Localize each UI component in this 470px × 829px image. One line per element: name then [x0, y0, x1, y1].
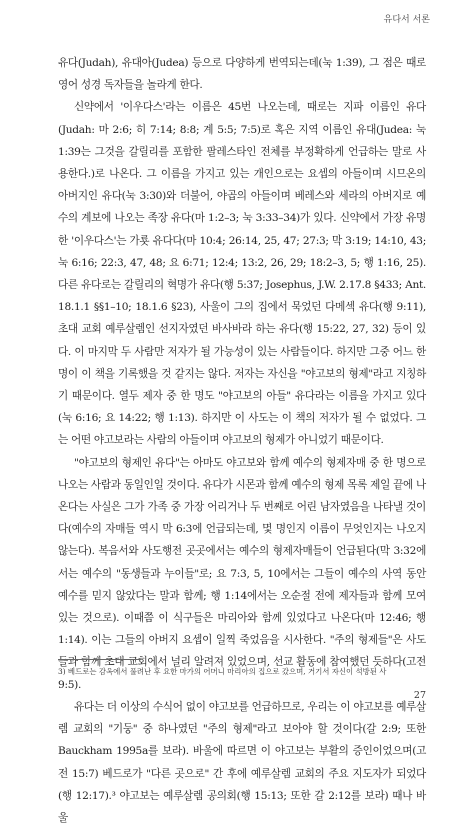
page-number: 27: [413, 690, 426, 701]
paragraph-1: 유다(Judah), 유대아(Judea) 등으로 다양하게 번역되는데(눅 1:39), 그 점은 때로 영어 성경 독자들을 놀라게 한다.: [58, 57, 426, 92]
footnote: 3) 베드로는 감옥에서 풀려난 후 요한 마가의 어머니 마리아의 집으로 갔으며, 거기서 자신이 석방된 사: [58, 667, 387, 676]
footnote-divider: [58, 659, 140, 660]
running-header: 유다서 서론: [383, 15, 430, 25]
paragraph-3: "야고보의 형제인 유다"는 아마도 야고보와 함께 예수의 형제자매 중 한 명으로 나오는 사람과 동일인일 것이다. 유다가 시몬과 함께 예수의 형제 목록 제일 끝에 나온다는 사실은 그가 가족 중 가장 어리거나 두 번째로 어린 남자였음을 나타낼 것이다(예수의 자매들 역시 막 6:3에 언급되는데, 몇 명인지 이름이 무엇인지는 나오지 않는다). 복음서와 사도행전 곳곳에서는 예수의 형제자매들이 언급된다(막 3:32에서는 예수의 "동생들과 누이들"로; 요 7:3, 5, 10에서는 그들이 예수의 사역 동안 예수를 믿지 않았다는 말과 함께; 행 1:14에서는 오순절 전에 제자들과 함께 모여 있는 것으로). 이때쯤 이 식구들은 마리아와 함께 있었다고 나온다(마 12:46; 행 1:14). 이는 그들의 아버지 요셉이 일찍 죽었음을 시사한다. "주의 형제들"은 사도들과 함께 초대 교회에서 널리 알려져 있었으며, 선교 활동에 참여했던 듯하다(고전 9:5).: [58, 456, 426, 691]
paragraph-2: 신약에서 '이우다스'라는 이름은 45번 나오는데, 때로는 지파 이름인 유다(Judah: 마 2:6; 히 7:14; 8:8; 계 5:5; 7:5)로 혹은 지역 이름인 유대(Judea: 눅 1:39는 그것을 갈릴리를 포함한 팔레스타인 전체를 부정확하게 언급하는 말로 사용한다.)로 나온다. 그 이름을 가지고 있는 개인으로는 요셉의 아들이며 시므온의 아버지인 유다(눅 3:30)와 더불어, 야곱의 아들이며 베레스와 세라의 아버지로 예수의 계보에 나오는 족장 유다(마 1:2–3; 눅 3:33–34)가 있다. 신약에서 가장 유명한 '이우다스'는 가룟 유다다(마 10:4; 26:14, 25, 47; 27:3; 막 3:19; 14:10, 43; 눅 6:16; 22:3, 47, 48; 요 6:71; 12:4; 13:2, 26, 29; 18:2–3, 5; 행 1:16, 25). 다른 유다로는 갈릴리의 혁명가 유다(행 5:37; Josephus, J.W. 2.17.8 §433; Ant. 18.1.1 §§1–10; 18.1.6 §23), 사울이 그의 집에서 묵었던 다메섹 유다(행 9:11), 초대 교회 예루살렘인 선지자였던 바사바라 하는 유다(행 15:22, 27, 32) 등이 있다. 이 마지막 두 사람만 저자가 될 가능성이 있는 사람들이다. 하지만 그중 어느 한 명이 이 책을 기록했을 것 같지는 않다. 저자는 자신을 "야고보의 형제"라고 지칭하기 때문이다. 열두 제자 중 한 명도 "야고보의 아들" 유다라는 이름을 가지고 있다(눅 6:16; 요 14:22; 행 1:13). 하지만 이 사도는 이 책의 저자가 될 수 없었다. 그는 어떤 야고보라는 사람의 아들이며 야고보의 형제가 아니었기 때문이다.: [58, 101, 426, 447]
main-text: [58, 52, 426, 829]
paragraph-4: 유다는 더 이상의 수식어 없이 야고보를 언급하므로, 우리는 이 야고보를 예루살렘 교회의 "기둥" 중 하나였던 "주의 형제"라고 보아야 할 것이다(갈 2:9; 또한 Bauckham 1995a를 보라). 바울에 따르면 이 야고보는 부활의 증인이었으며(고전 15:7) 베드로가 "다른 곳으로" 간 후에 예루살렘 교회의 주요 지도자가 되었다(행 12:17).³ 야고보는 예루살렘 공의회(행 15:13; 또한 갈 2:12를 보라) 때나 바울: [58, 700, 426, 824]
